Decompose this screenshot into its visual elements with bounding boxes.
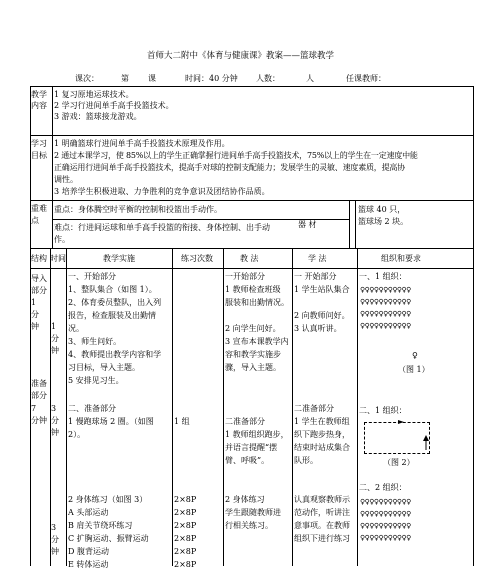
structure-cell: 准备 bbox=[31, 379, 47, 388]
col-divider bbox=[172, 248, 173, 566]
study-line: 1 学生站队集合 bbox=[294, 285, 350, 294]
impl-line: 报告，检查服装及出勤情 bbox=[68, 311, 156, 320]
table-border-top bbox=[30, 86, 473, 87]
study-line: 3 认真听讲。 bbox=[294, 324, 342, 333]
content-item: 1 复习原地运球技术。 bbox=[54, 90, 134, 99]
formation-row: ♀♀♀♀♀♀♀♀♀♀♀ bbox=[360, 534, 411, 542]
col-divider bbox=[355, 200, 356, 248]
people-label: 人数： bbox=[256, 74, 280, 83]
structure-cell: 分 bbox=[31, 310, 39, 319]
impl-line: D 腹背运动 bbox=[68, 547, 109, 556]
header-content: 教学实施 bbox=[103, 254, 135, 263]
study-line: 一 开始部分 bbox=[294, 272, 337, 281]
arrow-icon bbox=[423, 435, 429, 441]
time-cell: 分 bbox=[51, 334, 59, 343]
header-org: 组织和要求 bbox=[381, 254, 421, 263]
study-line: 2 向教师问好。 bbox=[294, 311, 350, 320]
impl-line: 5 安排见习生。 bbox=[68, 376, 124, 385]
study-line: 意事项。在教师 bbox=[294, 521, 350, 530]
keypoints-label: 重难 bbox=[31, 204, 47, 213]
teacher-mark: ♀ bbox=[412, 351, 418, 360]
content-label: 教学 bbox=[31, 90, 47, 99]
structure-cell: 部分 bbox=[31, 391, 47, 400]
study-line: 范动作，听讲注 bbox=[294, 508, 350, 517]
lesson-label: 课次： bbox=[75, 74, 99, 83]
study-line: 结束时站成集合 bbox=[294, 443, 350, 452]
time-cell: 3 bbox=[51, 523, 57, 532]
row-divider bbox=[30, 200, 473, 201]
formation-row: ♀♀♀♀♀♀♀♀♀♀♀ bbox=[360, 298, 411, 306]
structure-cell: 分钟 bbox=[31, 416, 47, 425]
formation-row: ♀♀♀♀♀♀♀♀♀♀♀ bbox=[360, 322, 411, 330]
method-line: 3 宣布本课教学内 bbox=[225, 337, 289, 346]
impl-line: 一、开始部分 bbox=[68, 272, 116, 281]
content-item: 3 游戏：篮球接龙游戏。 bbox=[54, 112, 142, 121]
method-line: 骤，导入主题。 bbox=[225, 363, 281, 372]
structure-cell: 导入 bbox=[31, 274, 47, 283]
goal-line: 调性。 bbox=[54, 175, 78, 184]
formation-row: ♀♀♀♀♀♀♀♀♀♀♀ bbox=[360, 522, 411, 530]
method-line: 并语言提醒“摆 bbox=[225, 443, 278, 452]
method-line: 一开始部分 bbox=[225, 272, 265, 281]
method-line: 1 教师组织跑步， bbox=[225, 430, 289, 439]
goals-label: 学习 bbox=[31, 139, 47, 148]
track-arrows bbox=[362, 418, 434, 458]
formation-row: ♀♀♀♀♀♀♀♀♀♀♀ bbox=[360, 498, 411, 506]
col-divider bbox=[357, 248, 358, 566]
reps-cell: 2×8P bbox=[174, 495, 197, 504]
method-line: 学生跟随教师进 bbox=[225, 508, 281, 517]
study-line: 二准备部分 bbox=[294, 404, 334, 413]
col-divider bbox=[66, 248, 67, 566]
reps-cell: 2×8P bbox=[174, 560, 197, 569]
impl-line: 1、整队集合（如图 1）。 bbox=[68, 285, 157, 294]
study-line: 织下跑步热身， bbox=[294, 430, 350, 439]
structure-cell: 部分 bbox=[31, 286, 47, 295]
impl-line: 2）。 bbox=[68, 430, 86, 439]
content-label: 内容 bbox=[31, 101, 47, 110]
impl-line: E 转体运动 bbox=[68, 560, 109, 569]
header-structure: 结构 bbox=[31, 254, 47, 263]
row-divider bbox=[30, 135, 473, 136]
study-line: 队形。 bbox=[294, 456, 318, 465]
goals-label: 目标 bbox=[31, 151, 47, 160]
impl-line: 2、体育委员整队，出入列 bbox=[68, 298, 162, 307]
time-cell: 分 bbox=[51, 535, 59, 544]
row-divider bbox=[30, 268, 473, 269]
time-cell: 1 bbox=[51, 322, 57, 331]
method-line: 二准备部分 bbox=[225, 417, 265, 426]
study-line: 1 学生在教师组 bbox=[294, 417, 350, 426]
table-border-right bbox=[473, 86, 474, 566]
col-divider bbox=[223, 248, 224, 566]
org-heading: 二、2 组织： bbox=[359, 483, 407, 492]
goal-line: 正确运用行进间单手高手投篮技术，提高手对球的控制支配能力；发展学生的灵敏、速度素质，提高协 bbox=[54, 163, 405, 172]
impl-line: 1 慢跑球场 2 圈。（如图 bbox=[68, 417, 154, 426]
reps-cell: 2×8P bbox=[174, 534, 197, 543]
equipment-item: 篮球场 2 块。 bbox=[358, 217, 409, 226]
reps-cell: 2×8P bbox=[174, 547, 197, 556]
impl-line: 4、教师提出教学内容和学 bbox=[68, 350, 162, 359]
goal-line: 2 通过本课学习，使 85%以上的学生正确掌握行进间单手高手投篮技术，75%以上的学生在一定速度中能 bbox=[54, 151, 418, 160]
formation-row: ♀♀♀♀♀♀♀♀♀♀♀ bbox=[360, 310, 411, 318]
time-cell: 钟 bbox=[51, 547, 59, 556]
figure-caption: （图 1） bbox=[398, 365, 430, 374]
method-line: 服装和出勤情况。 bbox=[225, 298, 289, 307]
org-heading: 二、1 组织： bbox=[359, 406, 407, 415]
figure-caption: （图 2） bbox=[383, 458, 415, 467]
people-unit: 人 bbox=[306, 74, 314, 83]
time-cell: 分 bbox=[51, 416, 59, 425]
row-divider bbox=[30, 248, 473, 249]
key-point: 重点：身体腾空时平衡的控制和投篮出手动作。 bbox=[54, 205, 222, 214]
formation-row: ♀♀♀♀♀♀♀♀♀♀♀ bbox=[360, 510, 411, 518]
impl-line: 3、师生问好。 bbox=[68, 337, 122, 346]
method-line: 行相关练习。 bbox=[225, 521, 273, 530]
col-divider bbox=[52, 86, 53, 248]
org-heading: 一、1 组织： bbox=[359, 272, 407, 281]
study-line: 认真观察教师示 bbox=[294, 495, 350, 504]
formation-row: ♀♀♀♀♀♀♀♀♀♀♀ bbox=[360, 286, 411, 294]
time-cell: 3 bbox=[51, 404, 57, 413]
time-cell: 钟 bbox=[51, 428, 59, 437]
goal-line: 3 培养学生积极进取、力争胜利的竞争意识及团结协作品质。 bbox=[54, 187, 270, 196]
col-divider bbox=[349, 200, 350, 248]
impl-line: B 肩关节绕环练习 bbox=[68, 521, 133, 530]
goal-line: 1 明确篮球行进间单手高手投篮技术原理及作用。 bbox=[54, 139, 230, 148]
method-line: 臂、呼吸”。 bbox=[225, 456, 270, 465]
structure-cell: 7 bbox=[31, 404, 37, 413]
lesson-num: 第 bbox=[121, 74, 129, 83]
impl-line: 习目标，导入主题。 bbox=[68, 363, 140, 372]
content-item: 2 学习行进间单手高手投篮技术。 bbox=[54, 101, 174, 110]
impl-line: C 扩胸运动、振臂运动 bbox=[68, 534, 149, 543]
time-label: 时间：40 分钟 bbox=[185, 74, 238, 83]
reps-cell: 1 组 bbox=[174, 417, 190, 426]
difficult-point: 难点：行进间运球和单手高手投篮的衔接、身体控制、出手动 bbox=[54, 223, 270, 232]
header-method: 教 法 bbox=[240, 254, 259, 263]
equipment-item: 篮球 40 只， bbox=[358, 205, 406, 214]
method-line: 容和教学实施步 bbox=[225, 350, 281, 359]
study-line: 组织下进行练习 bbox=[294, 534, 350, 543]
time-cell: 钟 bbox=[51, 346, 59, 355]
header-time: 时间 bbox=[50, 254, 66, 263]
difficult-point: 作。 bbox=[54, 235, 70, 244]
reps-cell: 2×8P bbox=[174, 508, 197, 517]
page-title: 首师大二附中《体育与健康课》教案——篮球教学 bbox=[147, 51, 335, 61]
method-line: 2 身体练习 bbox=[225, 495, 265, 504]
impl-line: 况。 bbox=[68, 324, 84, 333]
method-line: 1 教师检查班级 bbox=[225, 285, 281, 294]
teacher-label: 任课教师： bbox=[346, 74, 386, 83]
impl-line: 2 身体练习（如图 3） bbox=[68, 495, 148, 504]
header-study: 学 法 bbox=[308, 254, 327, 263]
keypoints-label: 点 bbox=[31, 216, 39, 225]
col-divider bbox=[292, 248, 293, 566]
structure-cell: 钟 bbox=[31, 322, 39, 331]
arrow-icon bbox=[398, 420, 404, 424]
method-line: 2 向学生问好。 bbox=[225, 324, 281, 333]
header-reps: 练习次数 bbox=[181, 254, 213, 263]
impl-line: 二、准备部分 bbox=[68, 404, 116, 413]
lesson-unit: 课 bbox=[148, 74, 156, 83]
equipment-label: 器 材 bbox=[298, 220, 317, 229]
reps-cell: 2×8P bbox=[174, 521, 197, 530]
impl-line: A 头部运动 bbox=[68, 508, 109, 517]
structure-cell: 1 bbox=[31, 298, 37, 307]
